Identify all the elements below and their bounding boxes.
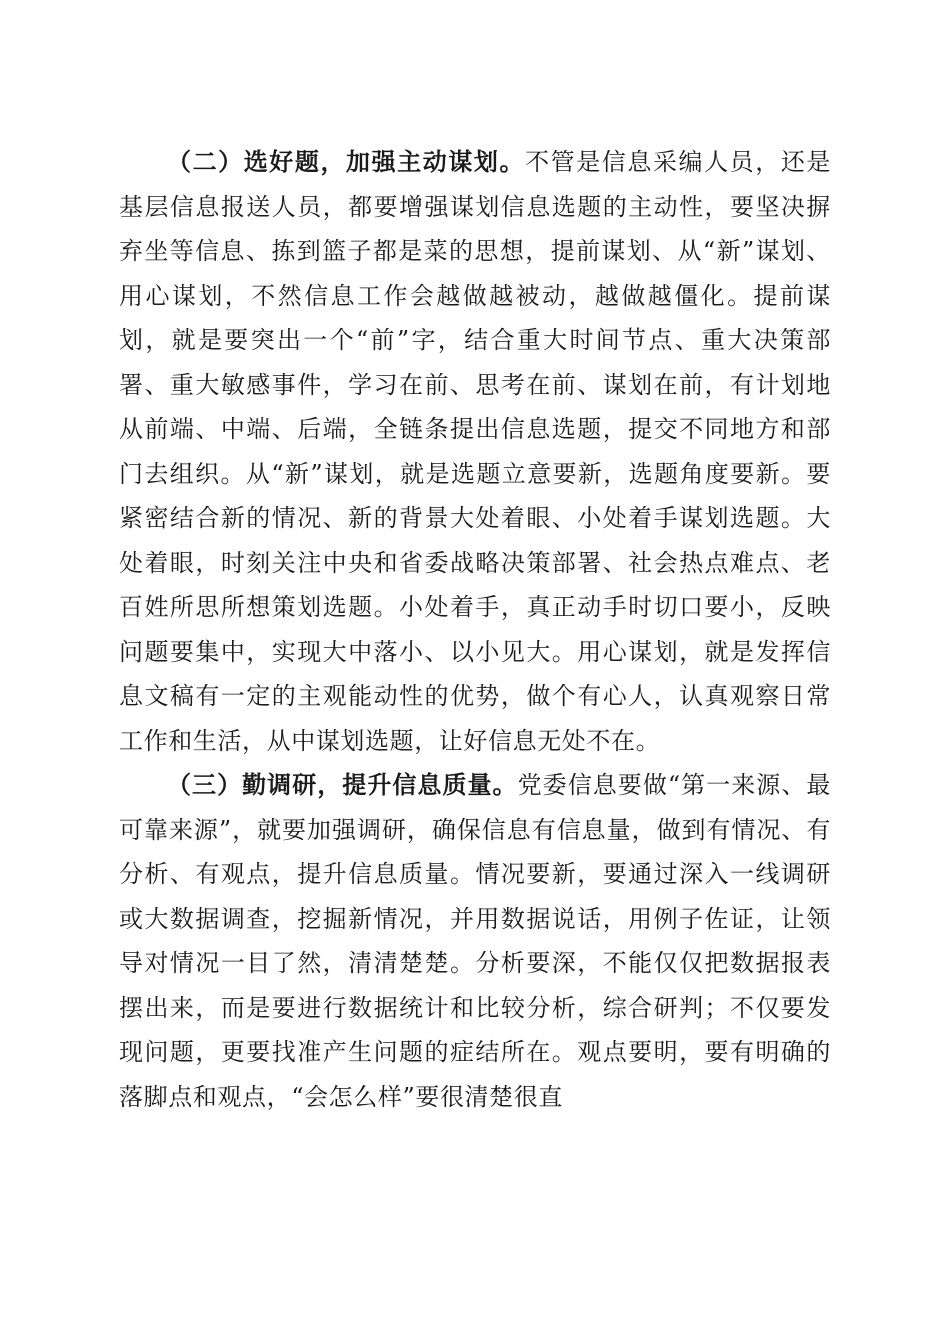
paragraph-section-2 xyxy=(119,140,831,763)
document-body xyxy=(119,140,831,1119)
section-3-body: 党委信息要做“第一来源、最可靠来源”，就要加强调研，确保信息有信息量，做到有情况、有分析、有观点，提升信息质量。情况要新，要通过深入一线调研或大数据调查，挖掘新情况，并用数据说话，用例子佐证，让领导对情况一目了然，清清楚楚。分析要深，不能仅仅把数据报表摆出来，而是要进行数据统计和比较分析，综合研判；不仅要发现问题，更要找准产生问题的症结所在。观点要明，要有明确的落脚点和观点，“会怎么样”要很清楚很直 xyxy=(119,771,831,1111)
section-3-heading: （三）勤调研，提升信息质量。 xyxy=(167,770,518,799)
section-2-body: 不管是信息采编人员，还是基层信息报送人员，都要增强谋划信息选题的主动性，要坚决摒弃坐等信息、拣到篮子都是菜的思想，提前谋划、从“新”谋划、用心谋划，不然信息工作会越做越被动，越做越僵化。提前谋划，就是要突出一个“前”字，结合重大时间节点、重大决策部署、重大敏感事件，学习在前、思考在前、谋划在前，有计划地从前端、中端、后端，全链条提出信息选题，提交不同地方和部门去组织。从“新”谋划，就是选题立意要新，选题角度要新。要紧密结合新的情况、新的背景大处着眼、小处着手谋划选题。大处着眼，时刻关注中央和省委战略决策部署、社会热点难点、老百姓所思所想策划选题。小处着手，真正动手时切口要小，反映问题要集中，实现大中落小、以小见大。用心谋划，就是发挥信息文稿有一定的主观能动性的优势，做个有心人，认真观察日常工作和生活，从中谋划选题，让好信息无处不在。 xyxy=(119,148,831,755)
paragraph-section-3 xyxy=(119,763,831,1119)
section-2-heading: （二）选好题，加强主动谋划。 xyxy=(167,147,526,176)
